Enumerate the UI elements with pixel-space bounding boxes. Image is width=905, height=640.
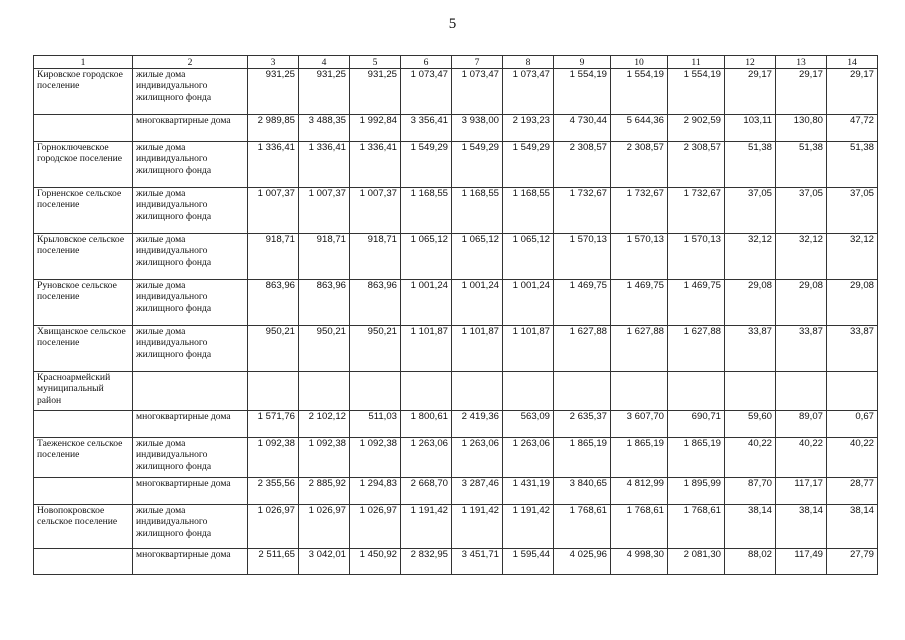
value-cell: 1 469,75	[611, 280, 668, 326]
settlement-cell: Горноключевское городское поселение	[34, 142, 133, 188]
value-cell: 918,71	[299, 234, 350, 280]
value-cell: 0,67	[827, 411, 878, 438]
settlement-cell: Кировское городское поселение	[34, 69, 133, 115]
column-number-2: 2	[133, 56, 248, 69]
settlement-cell: Красноармейский муниципальный район	[34, 372, 133, 411]
value-cell: 87,70	[725, 478, 776, 505]
value-cell: 1 101,87	[401, 326, 452, 372]
table-row	[34, 372, 878, 411]
value-cell: 1 092,38	[248, 438, 299, 478]
value-cell: 1 191,42	[503, 505, 554, 549]
value-cell: 1 065,12	[452, 234, 503, 280]
value-cell: 1 263,06	[401, 438, 452, 478]
value-cell: 1 431,19	[503, 478, 554, 505]
value-cell	[350, 372, 401, 411]
value-cell: 931,25	[299, 69, 350, 115]
value-cell: 1 007,37	[299, 188, 350, 234]
value-cell: 89,07	[776, 411, 827, 438]
table-row	[34, 69, 878, 115]
value-cell: 29,08	[776, 280, 827, 326]
column-number-7: 7	[452, 56, 503, 69]
value-cell: 1 191,42	[401, 505, 452, 549]
settlement-cell	[34, 115, 133, 142]
value-cell: 59,60	[725, 411, 776, 438]
table-row	[34, 280, 878, 326]
value-cell: 29,17	[776, 69, 827, 115]
value-cell: 1 073,47	[401, 69, 452, 115]
value-cell: 4 025,96	[554, 549, 611, 575]
value-cell: 32,12	[776, 234, 827, 280]
value-cell: 3 488,35	[299, 115, 350, 142]
value-cell: 1 168,55	[401, 188, 452, 234]
value-cell: 2 668,70	[401, 478, 452, 505]
value-cell: 1 800,61	[401, 411, 452, 438]
value-cell: 27,79	[827, 549, 878, 575]
value-cell: 1 595,44	[503, 549, 554, 575]
value-cell: 2 308,57	[611, 142, 668, 188]
value-cell: 32,12	[827, 234, 878, 280]
value-cell: 511,03	[350, 411, 401, 438]
value-cell: 5 644,36	[611, 115, 668, 142]
value-cell: 3 287,46	[452, 478, 503, 505]
column-number-10: 10	[611, 56, 668, 69]
value-cell: 1 570,13	[554, 234, 611, 280]
value-cell: 2 193,23	[503, 115, 554, 142]
value-cell: 863,96	[299, 280, 350, 326]
column-number-5: 5	[350, 56, 401, 69]
value-cell: 690,71	[668, 411, 725, 438]
value-cell: 1 092,38	[350, 438, 401, 478]
value-cell: 1 549,29	[401, 142, 452, 188]
value-cell: 1 865,19	[668, 438, 725, 478]
value-cell: 1 065,12	[503, 234, 554, 280]
housing-type-cell: жилые дома индивидуального жилищного фонда	[133, 326, 248, 372]
value-cell: 1 627,88	[554, 326, 611, 372]
table-row	[34, 549, 878, 575]
value-cell: 1 073,47	[452, 69, 503, 115]
value-cell	[299, 372, 350, 411]
value-cell: 51,38	[776, 142, 827, 188]
settlement-cell	[34, 478, 133, 505]
value-cell: 32,12	[725, 234, 776, 280]
housing-type-cell: жилые дома индивидуального жилищного фонда	[133, 142, 248, 188]
value-cell: 1 101,87	[503, 326, 554, 372]
value-cell: 2 832,95	[401, 549, 452, 575]
value-cell: 38,14	[725, 505, 776, 549]
tariff-table	[33, 55, 878, 575]
value-cell: 1 073,47	[503, 69, 554, 115]
value-cell: 117,17	[776, 478, 827, 505]
housing-type-cell: жилые дома индивидуального жилищного фонда	[133, 505, 248, 549]
housing-type-cell: многоквартирные дома	[133, 411, 248, 438]
value-cell: 1 168,55	[452, 188, 503, 234]
value-cell	[452, 372, 503, 411]
value-cell: 38,14	[827, 505, 878, 549]
value-cell: 1 732,67	[611, 188, 668, 234]
value-cell: 863,96	[350, 280, 401, 326]
value-cell: 2 355,56	[248, 478, 299, 505]
value-cell: 918,71	[350, 234, 401, 280]
value-cell: 1 001,24	[452, 280, 503, 326]
housing-type-cell: жилые дома индивидуального жилищного фонда	[133, 69, 248, 115]
value-cell: 2 308,57	[554, 142, 611, 188]
value-cell: 1 026,97	[299, 505, 350, 549]
value-cell: 1 101,87	[452, 326, 503, 372]
value-cell: 1 992,84	[350, 115, 401, 142]
value-cell: 1 571,76	[248, 411, 299, 438]
column-number-9: 9	[554, 56, 611, 69]
value-cell: 1 554,19	[554, 69, 611, 115]
table-row	[34, 234, 878, 280]
value-cell: 4 998,30	[611, 549, 668, 575]
page-number: 5	[448, 16, 457, 32]
value-cell: 3 840,65	[554, 478, 611, 505]
settlement-cell: Новопокровское сельское поселение	[34, 505, 133, 549]
housing-type-cell: многоквартирные дома	[133, 115, 248, 142]
value-cell: 33,87	[827, 326, 878, 372]
value-cell: 29,17	[725, 69, 776, 115]
column-number-8: 8	[503, 56, 554, 69]
value-cell: 2 419,36	[452, 411, 503, 438]
value-cell: 37,05	[827, 188, 878, 234]
value-cell	[668, 372, 725, 411]
value-cell: 1 570,13	[611, 234, 668, 280]
value-cell: 1 549,29	[503, 142, 554, 188]
value-cell: 1 168,55	[503, 188, 554, 234]
value-cell: 47,72	[827, 115, 878, 142]
table-row	[34, 505, 878, 549]
housing-type-cell: жилые дома индивидуального жилищного фонда	[133, 280, 248, 326]
column-number-row	[34, 56, 878, 69]
settlement-cell	[34, 549, 133, 575]
table-row	[34, 115, 878, 142]
value-cell: 1 865,19	[611, 438, 668, 478]
value-cell: 1 007,37	[350, 188, 401, 234]
value-cell: 1 026,97	[248, 505, 299, 549]
value-cell: 130,80	[776, 115, 827, 142]
value-cell	[776, 372, 827, 411]
value-cell: 33,87	[725, 326, 776, 372]
column-number-4: 4	[299, 56, 350, 69]
table-row	[34, 438, 878, 478]
settlement-cell: Таеженское сельское поселение	[34, 438, 133, 478]
value-cell: 1 865,19	[554, 438, 611, 478]
value-cell: 1 065,12	[401, 234, 452, 280]
housing-type-cell: жилые дома индивидуального жилищного фонда	[133, 234, 248, 280]
value-cell: 1 336,41	[248, 142, 299, 188]
value-cell	[248, 372, 299, 411]
value-cell: 2 902,59	[668, 115, 725, 142]
value-cell: 863,96	[248, 280, 299, 326]
column-number-12: 12	[725, 56, 776, 69]
settlement-cell	[34, 411, 133, 438]
value-cell: 1 570,13	[668, 234, 725, 280]
table-row	[34, 326, 878, 372]
column-number-1: 1	[34, 56, 133, 69]
value-cell: 1 732,67	[554, 188, 611, 234]
value-cell: 1 469,75	[554, 280, 611, 326]
value-cell: 38,14	[776, 505, 827, 549]
value-cell: 3 042,01	[299, 549, 350, 575]
value-cell: 563,09	[503, 411, 554, 438]
value-cell: 1 092,38	[299, 438, 350, 478]
value-cell: 950,21	[350, 326, 401, 372]
value-cell: 51,38	[827, 142, 878, 188]
value-cell: 117,49	[776, 549, 827, 575]
value-cell: 1 336,41	[350, 142, 401, 188]
value-cell	[611, 372, 668, 411]
housing-type-cell: многоквартирные дома	[133, 478, 248, 505]
value-cell: 29,08	[827, 280, 878, 326]
housing-type-cell: жилые дома индивидуального жилищного фонда	[133, 438, 248, 478]
value-cell: 1 001,24	[503, 280, 554, 326]
value-cell: 3 607,70	[611, 411, 668, 438]
table-body	[34, 69, 878, 575]
value-cell: 3 356,41	[401, 115, 452, 142]
value-cell: 40,22	[776, 438, 827, 478]
value-cell: 1 768,61	[668, 505, 725, 549]
table-row	[34, 188, 878, 234]
value-cell: 2 308,57	[668, 142, 725, 188]
value-cell: 40,22	[725, 438, 776, 478]
value-cell: 1 627,88	[668, 326, 725, 372]
column-number-6: 6	[401, 56, 452, 69]
value-cell	[554, 372, 611, 411]
settlement-cell: Крыловское сельское поселение	[34, 234, 133, 280]
value-cell: 1 450,92	[350, 549, 401, 575]
value-cell: 950,21	[248, 326, 299, 372]
value-cell: 2 885,92	[299, 478, 350, 505]
value-cell: 931,25	[350, 69, 401, 115]
value-cell: 931,25	[248, 69, 299, 115]
value-cell: 1 554,19	[668, 69, 725, 115]
column-number-14: 14	[827, 56, 878, 69]
value-cell: 29,08	[725, 280, 776, 326]
value-cell: 1 768,61	[554, 505, 611, 549]
column-number-3: 3	[248, 56, 299, 69]
value-cell	[503, 372, 554, 411]
column-number-13: 13	[776, 56, 827, 69]
table-row	[34, 142, 878, 188]
value-cell	[827, 372, 878, 411]
column-number-11: 11	[668, 56, 725, 69]
settlement-cell: Руновское сельское поселение	[34, 280, 133, 326]
value-cell: 51,38	[725, 142, 776, 188]
value-cell: 1 627,88	[611, 326, 668, 372]
value-cell: 1 263,06	[452, 438, 503, 478]
value-cell: 918,71	[248, 234, 299, 280]
value-cell: 88,02	[725, 549, 776, 575]
table-row	[34, 478, 878, 505]
value-cell: 1 263,06	[503, 438, 554, 478]
value-cell: 4 812,99	[611, 478, 668, 505]
value-cell: 1 732,67	[668, 188, 725, 234]
value-cell: 2 511,65	[248, 549, 299, 575]
value-cell: 29,17	[827, 69, 878, 115]
value-cell: 2 102,12	[299, 411, 350, 438]
settlement-cell: Хвищанское сельское поселение	[34, 326, 133, 372]
value-cell: 1 469,75	[668, 280, 725, 326]
value-cell: 28,77	[827, 478, 878, 505]
housing-type-cell: многоквартирные дома	[133, 549, 248, 575]
value-cell: 37,05	[776, 188, 827, 234]
settlement-cell: Горненское сельское поселение	[34, 188, 133, 234]
value-cell: 1 768,61	[611, 505, 668, 549]
housing-type-cell: жилые дома индивидуального жилищного фонда	[133, 188, 248, 234]
value-cell: 3 451,71	[452, 549, 503, 575]
value-cell	[401, 372, 452, 411]
table-row	[34, 411, 878, 438]
value-cell: 1 549,29	[452, 142, 503, 188]
value-cell: 2 635,37	[554, 411, 611, 438]
value-cell: 33,87	[776, 326, 827, 372]
value-cell: 40,22	[827, 438, 878, 478]
value-cell: 1 895,99	[668, 478, 725, 505]
value-cell: 4 730,44	[554, 115, 611, 142]
value-cell: 1 026,97	[350, 505, 401, 549]
value-cell: 1 336,41	[299, 142, 350, 188]
value-cell: 2 989,85	[248, 115, 299, 142]
value-cell: 103,11	[725, 115, 776, 142]
value-cell: 1 007,37	[248, 188, 299, 234]
value-cell: 37,05	[725, 188, 776, 234]
value-cell: 3 938,00	[452, 115, 503, 142]
housing-type-cell	[133, 372, 248, 411]
value-cell: 1 294,83	[350, 478, 401, 505]
value-cell: 1 001,24	[401, 280, 452, 326]
value-cell: 1 191,42	[452, 505, 503, 549]
value-cell: 2 081,30	[668, 549, 725, 575]
value-cell	[725, 372, 776, 411]
value-cell: 950,21	[299, 326, 350, 372]
value-cell: 1 554,19	[611, 69, 668, 115]
